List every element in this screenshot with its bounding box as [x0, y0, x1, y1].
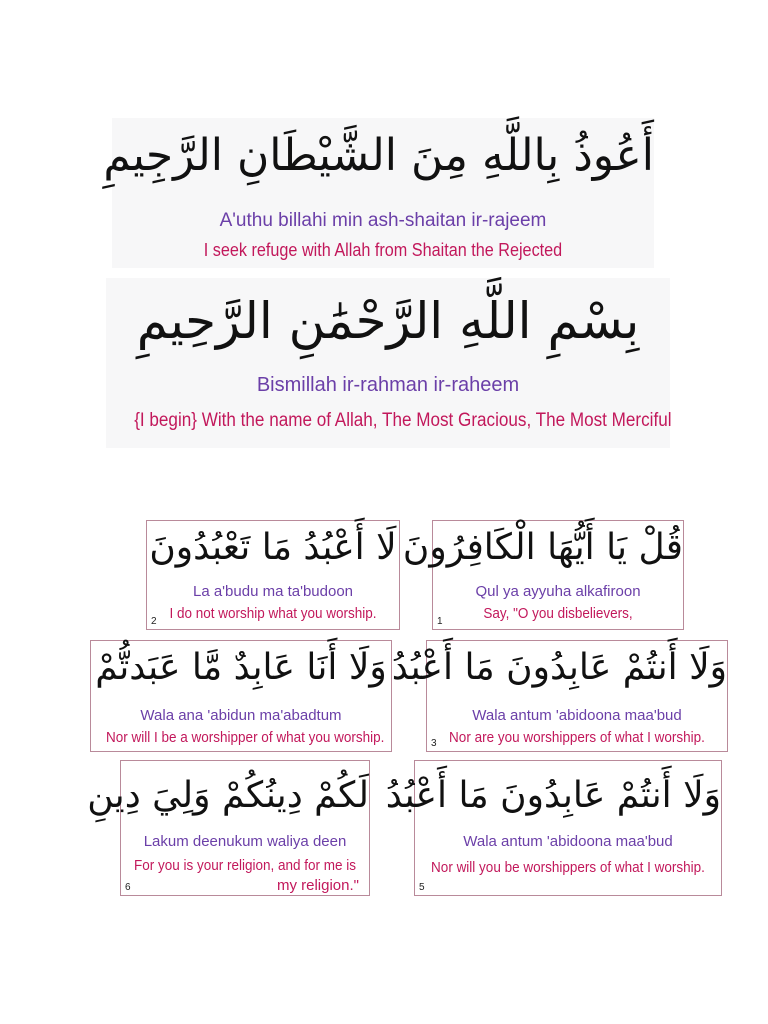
verse-transliteration: Wala antum 'abidoona maa'bud — [472, 707, 682, 724]
verse-translation: Nor are you worshippers of what I worship. — [449, 729, 705, 746]
verse-number: 2 — [151, 616, 157, 627]
verse-translation: Nor will I be a worshipper of what you worship. — [106, 729, 385, 746]
verse-arabic: وَلَا أَنتُمْ عَابِدُونَ مَا أَعْبُدُ — [391, 647, 727, 688]
taawwudh-translation: I seek refuge with Allah from Shaitan the Rejected — [203, 240, 563, 260]
verse-translation: Say, "O you disbelievers, — [483, 605, 633, 622]
verse-translation-line2: my religion." — [276, 877, 359, 894]
verse-number: 3 — [431, 738, 437, 749]
verse-arabic: وَلَا أَنَا عَابِدٌ مَّا عَبَدتُّمْ — [95, 647, 387, 688]
taawwudh-arabic: أَعُوذُ بِاللَّهِ مِنَ الشَّيْطَانِ الرَّجِيمِ — [103, 130, 654, 181]
basmala-arabic: بِسْمِ اللَّهِ الرَّحْمَٰنِ الرَّحِيمِ — [136, 292, 640, 350]
verse-card-2 — [146, 520, 400, 630]
verse-arabic: لَكُمْ دِينُكُمْ وَلِيَ دِينِ — [87, 775, 369, 816]
verse-card-1 — [402, 520, 684, 630]
verse-transliteration: La a'budu ma ta'budoon — [192, 583, 354, 600]
verse-arabic: وَلَا أَنتُمْ عَابِدُونَ مَا أَعْبُدُ — [385, 775, 721, 816]
taawwudh-panel — [103, 118, 654, 268]
verse-card-5 — [385, 760, 722, 896]
verse-arabic: لَا أَعْبُدُ مَا تَعْبُدُونَ — [149, 527, 397, 568]
taawwudh-transliteration: A'uthu billahi min ash-shaitan ir-rajeem — [219, 210, 547, 231]
basmala-transliteration: Bismillah ir-rahman ir-raheem — [256, 374, 520, 396]
basmala-translation: {I begin} With the name of Allah, The Most Gracious, The Most Merciful — [134, 410, 672, 431]
verse-transliteration: Wala antum 'abidoona maa'bud — [463, 833, 673, 850]
verse-translation: I do not worship what you worship. — [169, 605, 377, 622]
verse-transliteration: Lakum deenukum waliya deen — [143, 833, 347, 850]
verse-transliteration: Qul ya ayyuha alkafiroon — [475, 583, 641, 600]
verse-card-6 — [87, 760, 370, 896]
verse-transliteration: Wala ana 'abidun ma'abadtum — [140, 707, 342, 724]
verse-card-3 — [391, 640, 728, 752]
verse-number: 1 — [437, 616, 443, 627]
verse-card-4 — [90, 640, 392, 752]
basmala-panel — [106, 278, 670, 448]
verse-translation: Nor will you be worshippers of what I worship. — [431, 859, 705, 876]
verse-translation-line1: For you is your religion, and for me is — [133, 857, 357, 874]
verse-number: 6 — [125, 882, 131, 893]
verse-number: 5 — [419, 882, 425, 893]
verse-arabic: قُلْ يَا أَيُّهَا الْكَافِرُونَ — [402, 527, 683, 568]
